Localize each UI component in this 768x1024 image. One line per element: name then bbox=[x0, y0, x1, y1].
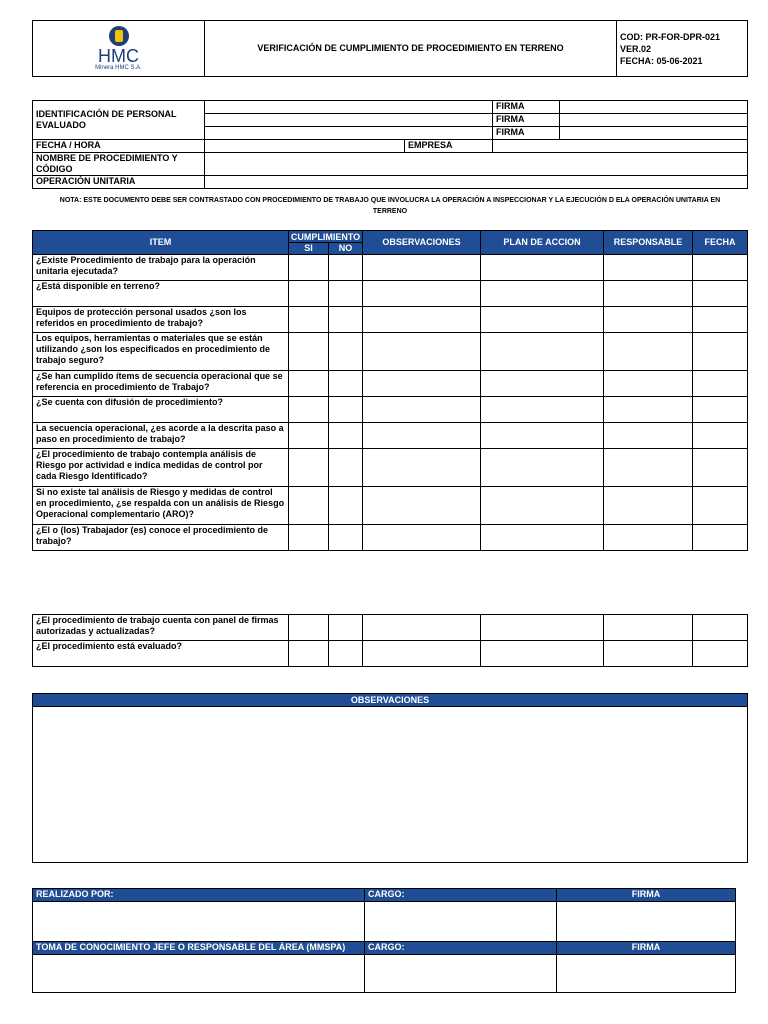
si-cell[interactable] bbox=[289, 371, 329, 397]
firma-label-2: FIRMA bbox=[493, 114, 560, 127]
item-text: ¿Está disponible en terreno? bbox=[33, 281, 289, 307]
observaciones-cell[interactable] bbox=[363, 449, 481, 487]
firma-label-sign-1: FIRMA bbox=[557, 889, 736, 902]
fecha-cell[interactable] bbox=[693, 641, 748, 667]
item-text: ¿Existe Procedimiento de trabajo para la operación unitaria ejecutada? bbox=[33, 255, 289, 281]
item-text: Si no existe tal análisis de Riesgo y medidas de control en procedimiento, ¿se respalda con un análisis de Riesgo Operacional complementario (ARO)? bbox=[33, 487, 289, 525]
si-cell[interactable] bbox=[289, 423, 329, 449]
fecha-cell[interactable] bbox=[693, 255, 748, 281]
realizado-label: REALIZADO POR: bbox=[33, 889, 365, 902]
responsable-cell[interactable] bbox=[604, 423, 693, 449]
observaciones-cell[interactable] bbox=[363, 397, 481, 423]
item-text: Los equipos, herramientas o materiales que se están utilizando ¿son los especificados en procedimiento de trabajo seguro? bbox=[33, 333, 289, 371]
firma-label-3: FIRMA bbox=[493, 127, 560, 140]
responsable-cell[interactable] bbox=[604, 641, 693, 667]
no-cell[interactable] bbox=[329, 281, 363, 307]
toma-field[interactable] bbox=[33, 955, 365, 993]
realizado-field[interactable] bbox=[33, 902, 365, 942]
plan-cell[interactable] bbox=[481, 281, 604, 307]
item-text: La secuencia operacional, ¿es acorde a la descrita paso a paso en procedimiento de trabajo? bbox=[33, 423, 289, 449]
observaciones-cell[interactable] bbox=[363, 371, 481, 397]
item-text: ¿El procedimiento de trabajo contempla análisis de Riesgo por actividad e indica medidas de control por cada Riesgo Identificado? bbox=[33, 449, 289, 487]
doc-date: FECHA: 05-06-2021 bbox=[620, 55, 703, 66]
operacion-unitaria-field[interactable] bbox=[205, 176, 748, 189]
observaciones-cell[interactable] bbox=[363, 525, 481, 551]
checklist-row bbox=[33, 641, 748, 667]
item-text: ¿El procedimiento está evaluado? bbox=[33, 641, 289, 667]
logo-mark-icon bbox=[109, 26, 129, 46]
si-cell[interactable] bbox=[289, 615, 329, 641]
no-cell[interactable] bbox=[329, 615, 363, 641]
firma-label-1: FIRMA bbox=[493, 101, 560, 114]
observaciones-cell[interactable] bbox=[363, 307, 481, 333]
col-cumplimiento-header: CUMPLIMIENTO bbox=[289, 231, 363, 243]
item-text: Equipos de protección personal usados ¿son los referidos en procedimiento de trabajo? bbox=[33, 307, 289, 333]
si-cell[interactable] bbox=[289, 333, 329, 371]
no-cell[interactable] bbox=[329, 423, 363, 449]
responsable-cell[interactable] bbox=[604, 449, 693, 487]
empresa-field[interactable] bbox=[493, 140, 748, 153]
no-cell[interactable] bbox=[329, 641, 363, 667]
responsable-cell[interactable] bbox=[604, 615, 693, 641]
logo-subtitle: Minera HMC S.A. bbox=[95, 64, 142, 71]
plan-cell[interactable] bbox=[481, 449, 604, 487]
si-cell[interactable] bbox=[289, 487, 329, 525]
firma-field-2[interactable] bbox=[560, 114, 748, 127]
no-cell[interactable] bbox=[329, 397, 363, 423]
personal-field-3[interactable] bbox=[205, 127, 493, 140]
firma-field-1[interactable] bbox=[560, 101, 748, 114]
observaciones-field[interactable] bbox=[33, 707, 748, 863]
plan-cell[interactable] bbox=[481, 255, 604, 281]
responsable-cell[interactable] bbox=[604, 397, 693, 423]
toma-label: TOMA DE CONOCIMIENTO JEFE O RESPONSABLE DEL ÁREA (MMSPA) bbox=[33, 942, 365, 955]
fecha-cell[interactable] bbox=[693, 615, 748, 641]
responsable-cell[interactable] bbox=[604, 525, 693, 551]
logo-text: HMC bbox=[98, 45, 139, 66]
observaciones-table bbox=[32, 693, 748, 863]
personal-field-1[interactable] bbox=[205, 101, 493, 114]
observaciones-title: OBSERVACIONES bbox=[33, 694, 748, 707]
cargo-label-1: CARGO: bbox=[365, 889, 557, 902]
nombre-procedimiento-label: NOMBRE DE PROCEDIMIENTO Y CÓDIGO bbox=[33, 153, 205, 176]
identification-table bbox=[32, 100, 748, 189]
responsable-cell[interactable] bbox=[604, 255, 693, 281]
no-cell[interactable] bbox=[329, 449, 363, 487]
empresa-label: EMPRESA bbox=[405, 140, 493, 153]
no-cell[interactable] bbox=[329, 255, 363, 281]
no-cell[interactable] bbox=[329, 487, 363, 525]
fecha-cell[interactable] bbox=[693, 525, 748, 551]
document-meta bbox=[617, 21, 748, 77]
responsable-cell[interactable] bbox=[604, 307, 693, 333]
fecha-hora-field[interactable] bbox=[205, 140, 405, 153]
checklist-table bbox=[32, 230, 748, 551]
nota-text: NOTA: ESTE DOCUMENTO DEBE SER CONTRASTADO CON PROCEDIMIENTO DE TRABAJO QUE INVOLUCRA LA OPERACIÓN A INSPECCIONAR Y LA EJECUCIÓN D ELA OPERACIÓN UNITARIA EN TERRENO bbox=[59, 197, 721, 215]
item-text: ¿Se han cumplido ítems de secuencia operacional que se referencia en procedimiento de Trabajo? bbox=[33, 371, 289, 397]
fecha-cell[interactable] bbox=[693, 423, 748, 449]
no-cell[interactable] bbox=[329, 371, 363, 397]
plan-cell[interactable] bbox=[481, 615, 604, 641]
firma-field-sign-2[interactable] bbox=[557, 955, 736, 993]
plan-cell[interactable] bbox=[481, 371, 604, 397]
document-title: VERIFICACIÓN DE CUMPLIMIENTO DE PROCEDIMIENTO EN TERRENO bbox=[205, 21, 617, 77]
plan-cell[interactable] bbox=[481, 307, 604, 333]
observaciones-cell[interactable] bbox=[363, 615, 481, 641]
cargo-field-2[interactable] bbox=[365, 955, 557, 993]
item-text: ¿El procedimiento de trabajo cuenta con panel de firmas autorizadas y actualizadas? bbox=[33, 615, 289, 641]
item-text: ¿Se cuenta con difusión de procedimiento? bbox=[33, 397, 289, 423]
observaciones-cell[interactable] bbox=[363, 641, 481, 667]
fecha-cell[interactable] bbox=[693, 333, 748, 371]
fecha-cell[interactable] bbox=[693, 449, 748, 487]
fecha-hora-label: FECHA / HORA bbox=[33, 140, 205, 153]
checklist-row bbox=[33, 281, 748, 307]
plan-cell[interactable] bbox=[481, 487, 604, 525]
checklist-row bbox=[33, 423, 748, 449]
firma-field-sign-1[interactable] bbox=[557, 902, 736, 942]
logo-cell bbox=[33, 21, 205, 77]
plan-cell[interactable] bbox=[481, 333, 604, 371]
responsable-cell[interactable] bbox=[604, 487, 693, 525]
item-text: ¿El o (los) Trabajador (es) conoce el procedimiento de trabajo? bbox=[33, 525, 289, 551]
col-plan-header: PLAN DE ACCION bbox=[481, 231, 604, 255]
checklist-row bbox=[33, 333, 748, 371]
observaciones-cell[interactable] bbox=[363, 423, 481, 449]
checklist-row bbox=[33, 525, 748, 551]
personal-label: IDENTIFICACIÓN DE PERSONAL EVALUADO bbox=[33, 101, 205, 140]
doc-code: COD: PR-FOR-DPR-021 bbox=[620, 31, 721, 42]
plan-cell[interactable] bbox=[481, 525, 604, 551]
firma-label-sign-2: FIRMA bbox=[557, 942, 736, 955]
col-item-header: ITEM bbox=[33, 231, 289, 255]
fecha-cell[interactable] bbox=[693, 371, 748, 397]
document-header bbox=[32, 20, 748, 77]
checklist-row bbox=[33, 307, 748, 333]
checklist-row bbox=[33, 371, 748, 397]
responsable-cell[interactable] bbox=[604, 371, 693, 397]
si-cell[interactable] bbox=[289, 641, 329, 667]
no-cell[interactable] bbox=[329, 307, 363, 333]
col-observaciones-header: OBSERVACIONES bbox=[363, 231, 481, 255]
observaciones-cell[interactable] bbox=[363, 281, 481, 307]
observaciones-cell[interactable] bbox=[363, 255, 481, 281]
cargo-label-2: CARGO: bbox=[365, 942, 557, 955]
no-cell[interactable] bbox=[329, 333, 363, 371]
col-si-header: SI bbox=[289, 243, 329, 255]
signature-table bbox=[32, 888, 736, 993]
si-cell[interactable] bbox=[289, 397, 329, 423]
si-cell[interactable] bbox=[289, 255, 329, 281]
si-cell[interactable] bbox=[289, 307, 329, 333]
checklist-row bbox=[33, 615, 748, 641]
checklist-row bbox=[33, 449, 748, 487]
col-responsable-header: RESPONSABLE bbox=[604, 231, 693, 255]
si-cell[interactable] bbox=[289, 449, 329, 487]
observaciones-cell[interactable] bbox=[363, 333, 481, 371]
col-no-header: NO bbox=[329, 243, 363, 255]
fecha-cell[interactable] bbox=[693, 487, 748, 525]
nombre-procedimiento-field[interactable] bbox=[205, 153, 748, 176]
company-logo bbox=[36, 26, 201, 72]
cargo-field-1[interactable] bbox=[365, 902, 557, 942]
doc-version: VER.02 bbox=[620, 43, 652, 54]
firma-field-3[interactable] bbox=[560, 127, 748, 140]
plan-cell[interactable] bbox=[481, 397, 604, 423]
operacion-unitaria-label: OPERACIÓN UNITARIA bbox=[33, 176, 205, 189]
si-cell[interactable] bbox=[289, 525, 329, 551]
checklist-row bbox=[33, 255, 748, 281]
plan-cell[interactable] bbox=[481, 423, 604, 449]
fecha-cell[interactable] bbox=[693, 281, 748, 307]
responsable-cell[interactable] bbox=[604, 281, 693, 307]
personal-field-2[interactable] bbox=[205, 114, 493, 127]
responsable-cell[interactable] bbox=[604, 333, 693, 371]
checklist-row bbox=[33, 397, 748, 423]
fecha-cell[interactable] bbox=[693, 307, 748, 333]
observaciones-cell[interactable] bbox=[363, 487, 481, 525]
si-cell[interactable] bbox=[289, 281, 329, 307]
fecha-cell[interactable] bbox=[693, 397, 748, 423]
no-cell[interactable] bbox=[329, 525, 363, 551]
plan-cell[interactable] bbox=[481, 641, 604, 667]
col-fecha-header: FECHA bbox=[693, 231, 748, 255]
checklist-table-2 bbox=[32, 614, 748, 667]
checklist-row bbox=[33, 487, 748, 525]
